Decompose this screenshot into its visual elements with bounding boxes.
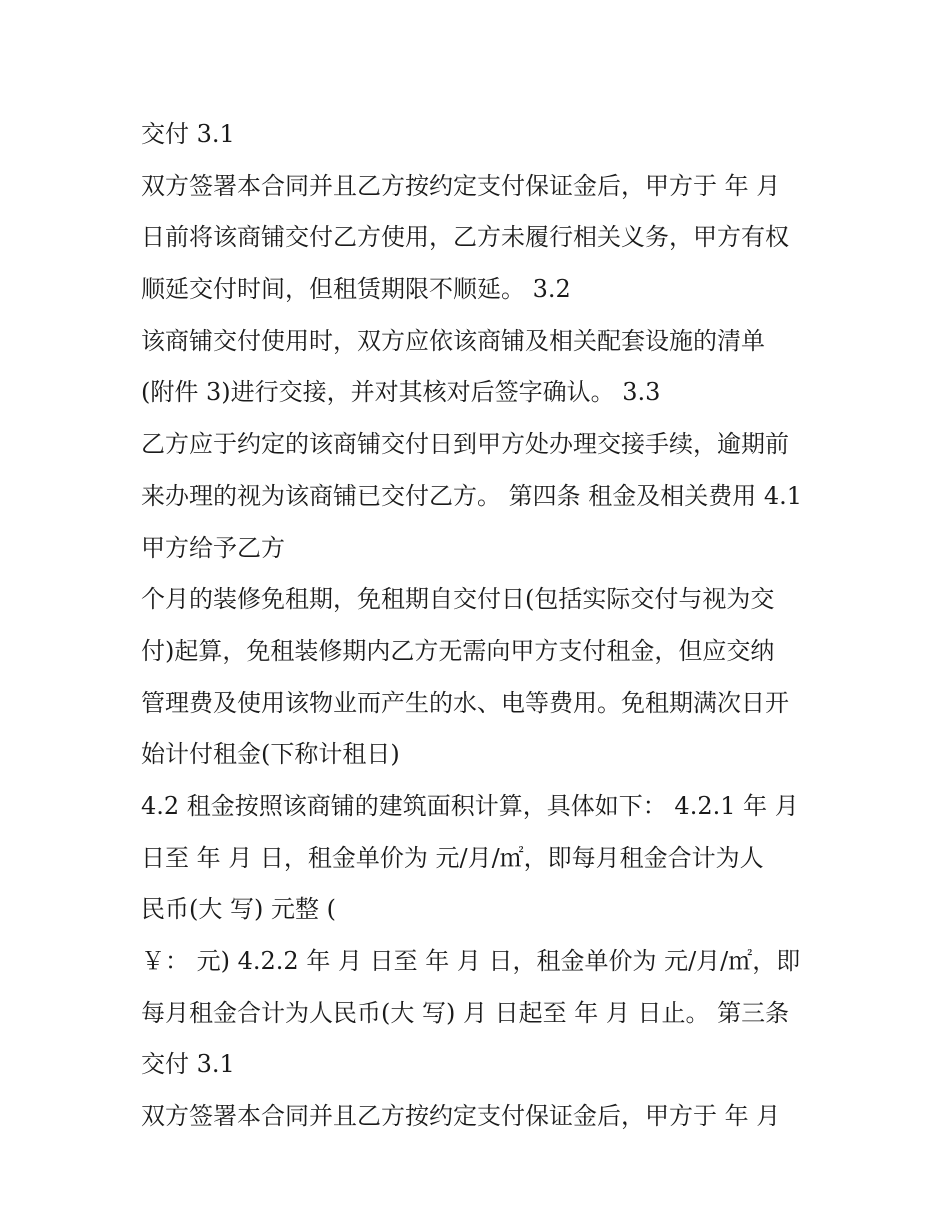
text-line: 付)起算，免租装修期内乙方无需向甲方支付租金，但应交纳 bbox=[141, 636, 775, 665]
text-line: ￥： 元) 4.2.2 年 月 日至 年 月 日，租金单价为 元/月/㎡，即 bbox=[141, 947, 801, 975]
text-line: 交付 3.1 bbox=[141, 120, 235, 148]
text-line: (附件 3)进行交接，并对其核对后签字确认。 3.3 bbox=[141, 378, 661, 407]
text-line: 来办理的视为该商铺已交付乙方。 第四条 租金及相关费用 4.1 bbox=[141, 481, 803, 510]
text-line: 始计付租金(下称计租日) bbox=[141, 740, 400, 769]
document-body bbox=[141, 109, 841, 1143]
text-line: 交付 3.1 bbox=[141, 1050, 235, 1079]
text-line: 甲方给予乙方 bbox=[141, 533, 285, 562]
text-line: 4.2 租金按照该商铺的建筑面积计算，具体如下： 4.2.1 年 月 bbox=[141, 791, 799, 820]
text-line: 日前将该商铺交付乙方使用，乙方未履行相关义务，甲方有权 bbox=[141, 223, 789, 252]
text-line: 双方签署本合同并且乙方按约定支付保证金后，甲方于 年 月 bbox=[141, 1102, 781, 1131]
text-line: 该商铺交付使用时，双方应依该商铺及相关配套设施的清单 bbox=[141, 326, 765, 355]
text-line: 管理费及使用该物业而产生的水、电等费用。免租期满次日开 bbox=[141, 688, 789, 717]
text-line: 乙方应于约定的该商铺交付日到甲方处办理交接手续，逾期前 bbox=[141, 430, 789, 459]
text-line: 每月租金合计为人民币(大 写) 月 日起至 年 月 日止。 第三条 bbox=[141, 998, 790, 1027]
text-line: 顺延交付时间，但租赁期限不顺延。 3.2 bbox=[141, 275, 571, 304]
text-line: 双方签署本合同并且乙方按约定支付保证金后，甲方于 年 月 bbox=[141, 171, 781, 200]
text-line: 个月的装修免租期，免租期自交付日(包括实际交付与视为交 bbox=[141, 585, 775, 614]
text-line: 日至 年 月 日，租金单价为 元/月/㎡，即每月租金合计为人 bbox=[141, 843, 764, 872]
text-line: 民币(大 写) 元整 ( bbox=[141, 895, 336, 924]
